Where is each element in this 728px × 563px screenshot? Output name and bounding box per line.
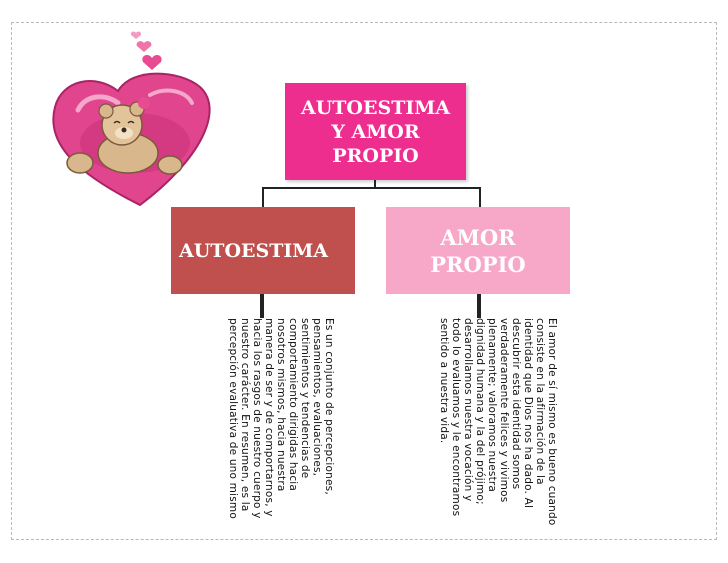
left-node [171,207,355,294]
right-branch [479,187,481,207]
root-title-line-2: Y AMOR [331,120,420,143]
small-heart-icon [137,41,152,52]
right-node-description: El amor de sí mismo es bueno cuando consiste en la afirmación de la identidad que Dios nos ha dado. Al descubrir esta identidad somos verdaderamente felices y vivimos plenamente; valoramos nuestra dignidad humana y la del prójimo; desarrollamos nuestra vocación y todo lo evaluamos y le encontramos sentido a nuestra vida. [438,318,558,526]
heart-pillow-teddy-bear-icon [40,25,295,210]
root-node [285,83,466,180]
left-node-description: Es un conjunto de percepciones, pensamientos, evaluaciones, sentimientos y tendencias de comportamiento dirigidas hacia nosotros mismos, hacia nuestra manera de ser y de comportarnos, y hacia los rasgos de nuestro cuerpo y nuestro carácter. En resumen, es la percepción evaluativa de uno mismo [227,318,335,519]
left-node-label: AUTOESTIMA [179,239,329,262]
small-heart-icon [131,32,141,39]
small-heart-icon [142,55,161,70]
root-title-line-1: AUTOESTIMA [300,96,450,119]
horizontal-branch [262,187,480,189]
right-node-line-1: AMOR [440,224,516,250]
right-node [386,207,570,294]
left-branch [262,187,264,207]
root-title-line-3: PROPIO [332,144,419,167]
right-description-stem [477,294,481,318]
right-node-line-2: PROPIO [430,251,526,277]
left-description-stem [260,294,264,318]
